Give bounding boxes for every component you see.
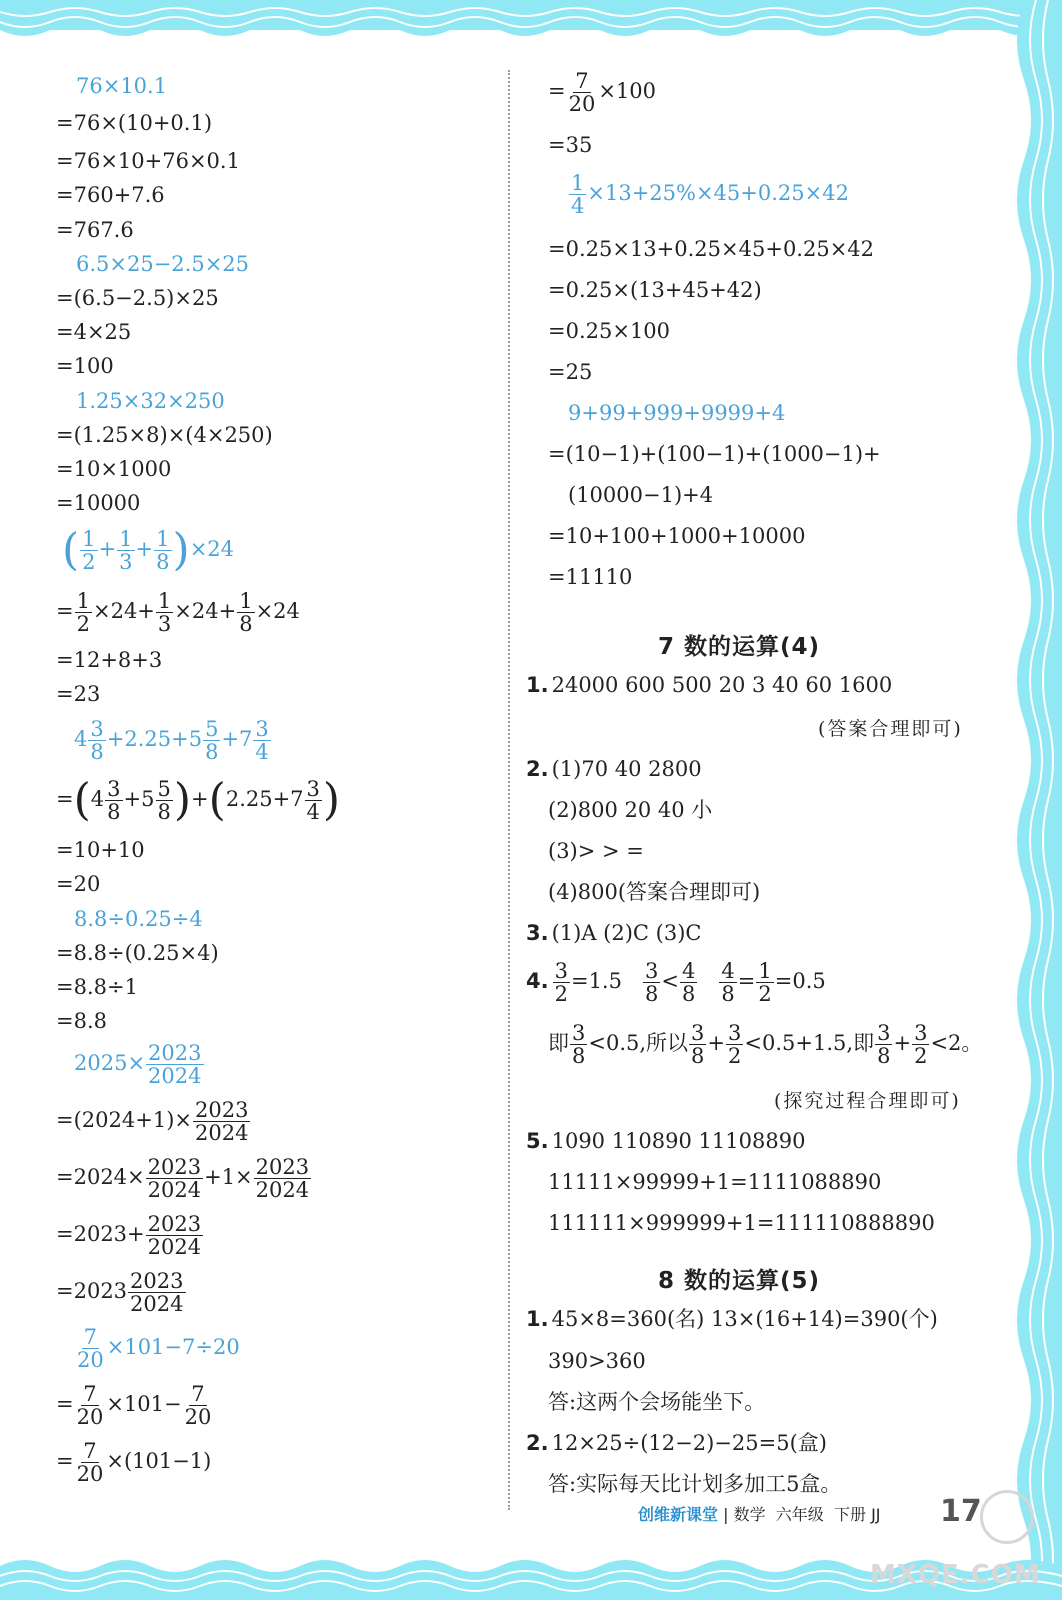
question-number: 1. [526, 673, 549, 697]
answer-line: (3)> > = [548, 839, 644, 863]
solution-line: = $\frac{7}{20}$ ×101− $\frac{7}{20}$ [56, 1382, 212, 1429]
answer-line: 11111×99999+1=1111088890 [548, 1170, 882, 1194]
answer-line [526, 1128, 805, 1154]
right-wave-border [1002, 0, 1062, 1600]
answer-line [526, 1430, 827, 1456]
answer-text: 1090 110890 11108890 [551, 1129, 806, 1153]
answer-line: (2)800 20 40 小 [548, 798, 713, 822]
solution-line: = $\frac{7}{20}$ ×100 [548, 69, 657, 116]
problem-line: 2025× $\frac{2023}{2024}$ [74, 1041, 202, 1088]
solution-line: =8.8 [56, 1009, 107, 1033]
solution-line: =10000 [56, 491, 141, 515]
watermark-logo-icon [980, 1490, 1034, 1544]
page-footer [638, 1502, 881, 1525]
solution-line: =12+8+3 [56, 648, 163, 672]
problem-line: 4 $\frac{3}{8}$ +2.25+5 $\frac{5}{8}$ +7 $\frac{3}{4}$ [74, 717, 269, 764]
solution-line: =23 [56, 682, 101, 706]
question-number: 4. [526, 969, 549, 993]
answer-text: (1)70 40 2800 [551, 757, 702, 781]
answer-line [526, 756, 702, 782]
solution-line: =767.6 [56, 218, 134, 242]
solution-line: =(10−1)+(100−1)+(1000−1)+ [548, 442, 881, 466]
answer-note: (答案合理即可) [818, 718, 963, 740]
answer-line: 4. $\frac{3}{2}$ =1.5 $\frac{3}{8}$ < $\frac{4}{8}$ $\frac{4}{8}$ = $\frac{1}{2}$ =0.5 [526, 959, 826, 1006]
solution-line: = $\frac{7}{20}$ ×(101−1) [56, 1439, 212, 1486]
solution-line: =76×(10+0.1) [56, 111, 213, 135]
solution-line: =0.25×13+0.25×45+0.25×42 [548, 237, 875, 261]
solution-line: =35 [548, 133, 593, 157]
solution-line: =2024× $\frac{2023}{2024}$ +1× $\frac{2023}{2024}$ [56, 1155, 310, 1202]
solution-line: =10×1000 [56, 457, 172, 481]
question-number: 2. [526, 757, 549, 781]
solution-line: =760+7.6 [56, 183, 165, 207]
solution-line: =0.25×(13+45+42) [548, 278, 762, 302]
solution-line: =76×10+76×0.1 [56, 149, 240, 173]
question-number: 3. [526, 921, 549, 945]
answer-line [526, 1306, 938, 1332]
problem-line: 76×10.1 [76, 74, 168, 98]
answer-line: 390>360 [548, 1349, 646, 1373]
solution-line: =11110 [548, 565, 633, 589]
question-number: 2. [526, 1431, 549, 1455]
answer-line: (4)800(答案合理即可) [548, 880, 761, 904]
column-divider [508, 70, 510, 1510]
answer-line: 111111×999999+1=111110888890 [548, 1211, 935, 1235]
solution-line: (10000−1)+4 [568, 483, 714, 507]
solution-line: =(2024+1)× $\frac{2023}{2024}$ [56, 1098, 249, 1145]
problem-line: ( $\frac{1}{2}$ + $\frac{1}{3}$ + $\frac{1}{8}$ )×24 [62, 524, 235, 576]
watermark-text: MXQE.COM [870, 1560, 1041, 1590]
problem-line: $\frac{1}{4}$ ×13+25%×45+0.25×42 [571, 171, 849, 218]
problem-line: 1.25×32×250 [76, 389, 225, 413]
footer-volume: 下册 [833, 1505, 866, 1524]
solution-line: =2023+ $\frac{2023}{2024}$ [56, 1212, 202, 1259]
problem-line: 8.8÷0.25÷4 [74, 907, 203, 931]
answer-text: 12×25÷(12−2)−25=5(盒) [551, 1431, 827, 1455]
solution-line: =(6.5−2.5)×25 [56, 286, 219, 310]
answer-line: 即 $\frac{3}{8}$ <0.5,所以 $\frac{3}{8}$ + $\frac{3}{2}$ <0.5+1.5,即 $\frac{3}{8}$ + $\frac{3}{2}$ <2。 [548, 1021, 983, 1068]
brand-name: 创维新课堂 [638, 1505, 719, 1524]
answer-line: 答:这两个会场能坐下。 [548, 1390, 766, 1414]
solution-line: =4×25 [56, 320, 132, 344]
solution-line: =8.8÷(0.25×4) [56, 941, 219, 965]
solution-line: =8.8÷1 [56, 975, 138, 999]
page-number: 17 [940, 1494, 982, 1529]
problem-line: 9+99+999+9999+4 [568, 401, 786, 425]
solution-line: = $\frac{1}{2}$ ×24+ $\frac{1}{3}$ ×24+ $\frac{1}{8}$ ×24 [56, 589, 300, 636]
question-number: 5. [526, 1129, 549, 1153]
answer-line: 答:实际每天比计划多加工5盒。 [548, 1472, 842, 1496]
solution-line: =10+10 [56, 838, 145, 862]
footer-separator: | [723, 1505, 729, 1524]
question-number: 1. [526, 1307, 549, 1331]
footer-subject: 数学 [733, 1505, 766, 1524]
solution-line: =10+100+1000+10000 [548, 524, 806, 548]
top-wave-border [0, 0, 1062, 46]
solution-line: =25 [548, 360, 593, 384]
solution-line: =2023 $\frac{2023}{2024}$ [56, 1269, 184, 1316]
answer-text: 24000 600 500 20 3 40 60 1600 [551, 673, 893, 697]
answer-text: (1)A (2)C (3)C [551, 921, 702, 945]
problem-line: 6.5×25−2.5×25 [76, 252, 250, 276]
footer-edition: JJ [871, 1505, 881, 1524]
solution-line: =0.25×100 [548, 319, 671, 343]
section-heading: 8 数的运算(5) [658, 1268, 821, 1294]
answer-note: (探究过程合理即可) [774, 1090, 961, 1112]
solution-line: =100 [56, 354, 114, 378]
solution-line: =20 [56, 872, 101, 896]
solution-line: =(4 $\frac{3}{8}$ +5 $\frac{5}{8}$ )+(2.25+7 $\frac{3}{4}$ ) [56, 774, 341, 826]
solution-line: =(1.25×8)×(4×250) [56, 423, 273, 447]
problem-line: $\frac{7}{20}$ ×101−7÷20 [77, 1325, 240, 1372]
answer-line [526, 920, 702, 946]
answer-text: 45×8=360(名) 13×(16+14)=390(个) [551, 1307, 938, 1331]
section-heading: 7 数的运算(4) [658, 634, 821, 660]
answer-line [526, 672, 892, 698]
footer-grade: 六年级 [775, 1505, 824, 1524]
